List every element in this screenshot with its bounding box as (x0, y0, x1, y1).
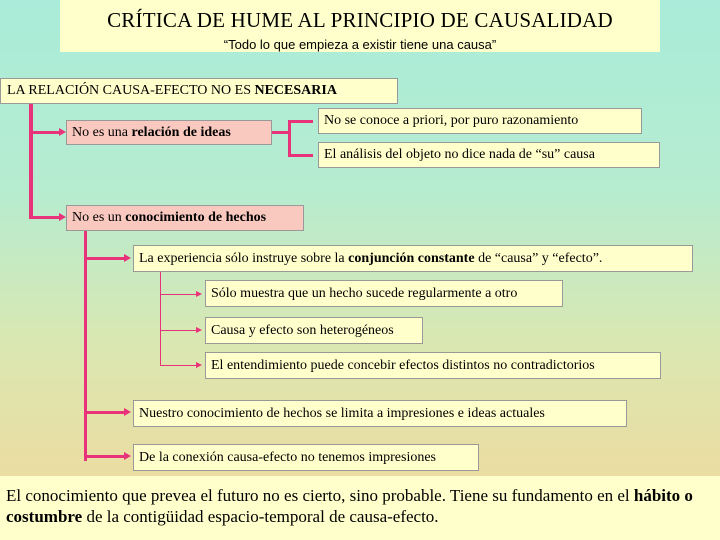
sub-item-2-text: Causa y efecto son heterogéneos (211, 322, 394, 338)
title-box (60, 0, 660, 52)
branch1-bracket-top (288, 120, 313, 123)
connector-branch2 (29, 216, 59, 219)
branch1-item-1-text: No se conoce a priori, por puro razonamiento (324, 113, 579, 128)
title-quote: “Todo lo que empieza a existir tiene una causa” (223, 37, 497, 52)
branch1-bracket-bottom (288, 154, 313, 157)
sub-item-2 (205, 317, 423, 344)
header-box (0, 78, 398, 104)
sub-item-3-text: El entendimiento puede concebir efectos distintos no contradictorios (211, 357, 595, 373)
sub-arrow-3 (196, 362, 202, 368)
sub-item-1 (205, 280, 563, 307)
connector-knowledge (84, 411, 124, 414)
main-trunk (29, 104, 33, 218)
arrow-experience (124, 254, 131, 262)
page-title: CRÍTICA DE HUME AL PRINCIPIO DE CAUSALIDAD (107, 8, 613, 32)
branch2-bold: conocimiento de hechos (125, 210, 267, 225)
conclusion-post: de la contigüidad espacio-temporal de causa-efecto. (82, 506, 439, 526)
branch1-text: No es una (72, 124, 132, 140)
impressions-box (133, 444, 479, 471)
branch2-text: No es un (72, 210, 126, 225)
conclusion-box (0, 476, 720, 540)
knowledge-box (133, 400, 627, 427)
branch1-box (66, 120, 272, 145)
sub-item-3 (205, 352, 661, 379)
branch2-box (66, 205, 304, 231)
sub-connector-1 (160, 294, 196, 295)
knowledge-text: Nuestro conocimiento de hechos se limita a impresiones e ideas actuales (139, 405, 545, 421)
branch1-bracket-vline (288, 120, 291, 157)
sub-connector-3 (160, 365, 196, 366)
connector-experience (84, 257, 124, 260)
branch1-link (272, 131, 288, 134)
connector-branch1 (29, 131, 59, 134)
arrow-impressions (124, 452, 131, 460)
branch1-bold: relación de ideas (131, 124, 231, 140)
branch1-item-2-text: El análisis del objeto no dice nada de “su” causa (324, 147, 595, 162)
branch1-item-2 (318, 142, 660, 168)
experience-pre: La experiencia sólo instruye sobre la (139, 250, 349, 266)
branch1-item-1 (318, 108, 642, 134)
experience-bold: conjunción constante (348, 250, 475, 266)
arrow-branch1 (59, 128, 66, 136)
conclusion-pre: El conocimiento que prevea el futuro no es cierto, sino probable. Tiene su fundamento en el (6, 486, 634, 505)
sub-arrow-1 (196, 291, 202, 297)
header-text: LA RELACIÓN CAUSA-EFECTO NO ES (7, 83, 255, 98)
impressions-text: De la conexión causa-efecto no tenemos impresiones (139, 449, 437, 465)
sub-arrow-2 (196, 327, 202, 333)
sub-item-1-text: Sólo muestra que un hecho sucede regularmente a otro (211, 285, 518, 301)
conclusion-bold: hábito o costumbre (6, 486, 693, 526)
sub-connector-2 (160, 330, 196, 331)
experience-post: de “causa” y “efecto”. (474, 250, 603, 266)
arrow-knowledge (124, 408, 131, 416)
experience-sub-vline (160, 272, 161, 366)
experience-box (133, 245, 693, 272)
header-bold: NECESARIA (254, 83, 337, 98)
connector-impressions (84, 455, 124, 458)
arrow-branch2 (59, 213, 66, 221)
branch2-trunk (84, 231, 87, 461)
